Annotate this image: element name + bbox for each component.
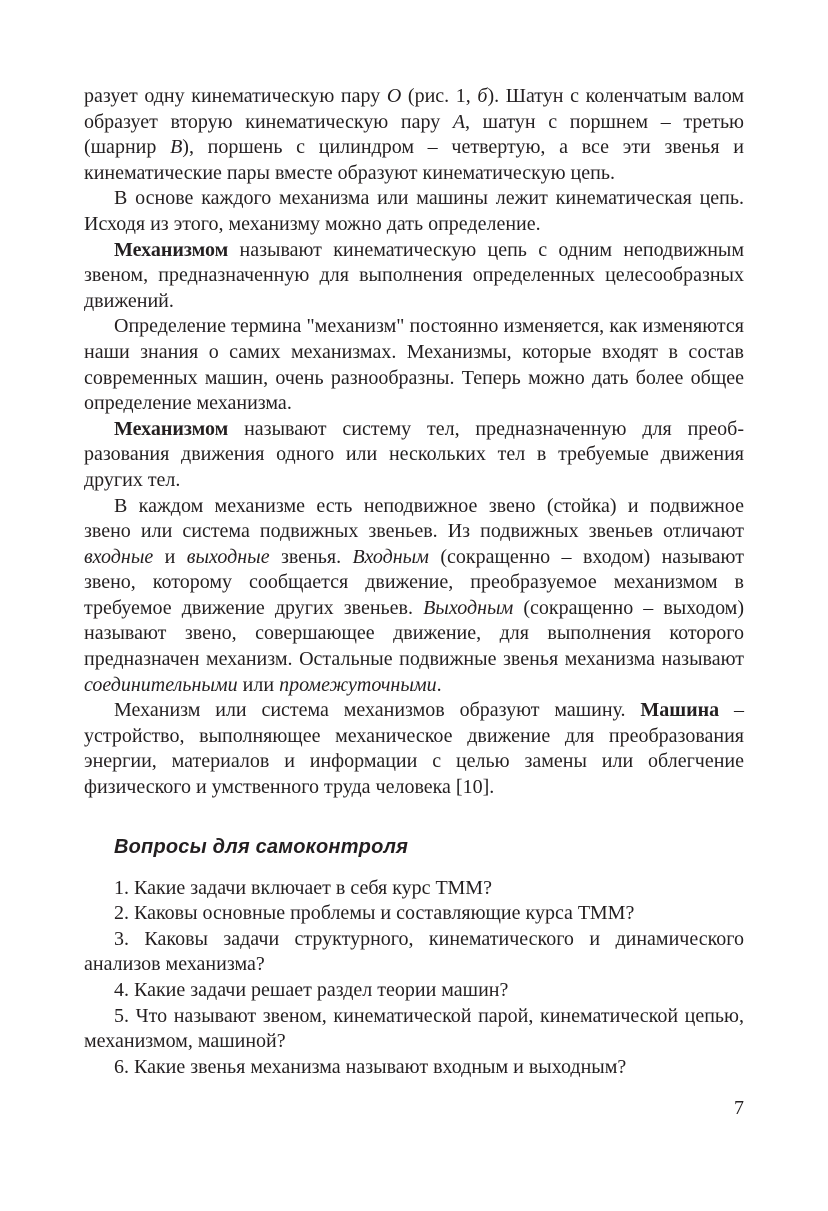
text-run: , шатун с поршнем – третью (шарнир [84, 110, 745, 159]
question-item: 5. Что называют звеном, кинематической парой, кинематической цепью, механизмом, машиной? [84, 1004, 744, 1053]
question-item: 1. Какие задачи включает в себя курс ТММ? [114, 876, 492, 899]
text-run: ), поршень с цилиндром – четвертую, а все эти звенья и кинематические пары вместе образуют кинематическую цепь. [84, 136, 745, 184]
term-bold: Механизмом [114, 417, 229, 440]
text-run: . [436, 673, 442, 696]
definition-text: называют систему тел, предназначенную для преобразования движения одного или нескольких тел в требуемые движения других тел. [84, 417, 744, 491]
text-run: Механизм или система механизмов образуют машину. [114, 699, 641, 722]
italic-term: соединительными [84, 673, 238, 696]
paragraph-mechanism-definition-1 [84, 238, 744, 315]
italic-symbol-o: O [386, 85, 402, 107]
text-run: (рис. 1, [401, 85, 478, 107]
text-run: или [237, 673, 280, 696]
text-run: ). Шатун с коленчатым валом образует вторую кинематическую пару [84, 85, 744, 133]
italic-term: выходные [186, 545, 270, 568]
text-run: – устройство, выполняющее механическое движение для преобразования энергии, материалов и информации с целью замены или облегчение физического и умственного труда человека [10]. [84, 699, 744, 799]
text-run: звенья. [269, 545, 353, 568]
paragraph-term-changes: Определение термина "механизм" постоянно изменяется, как изменяются наши знания о самих механизмах. Механизмы, которые входят в состав современных машин, очень разнообразны. Теперь можно дать более общее определение механизма. [84, 315, 744, 415]
text-run: (сокращенно – входом) называют звено, которому сообщается движение, преобразуемое механизмом в требуемое движение других звеньев. [84, 545, 744, 619]
term-bold: Машина [640, 699, 720, 722]
page-number: 7 [734, 1097, 744, 1119]
italic-symbol-a: A [452, 110, 466, 133]
text-run: и [153, 545, 187, 568]
paragraph-continuation [84, 84, 744, 186]
paragraph-machine-definition [84, 698, 744, 800]
question-item: 3. Каковы задачи структурного, кинематического и динамического анализов механизма? [84, 927, 744, 976]
definition-text: называют кинематическую цепь с одним неподвижным звеном, предназначенную для выполнения определенных целесообразных движений. [84, 238, 744, 312]
question-item: 4. Какие задачи решает раздел теории машин? [114, 979, 509, 1001]
questions-list [84, 876, 744, 1081]
italic-term: промежуточными [279, 673, 437, 696]
paragraph-mechanism-definition-2 [84, 417, 744, 494]
text-run: (сокращенно – выходом) называют звено, совершающее движение, для выполнения которого предназначен механизм. Остальные подвижные звенья механизма называют [84, 596, 745, 671]
section-heading: Вопросы для самоконтроля [114, 835, 409, 858]
paragraph-links [84, 494, 744, 699]
text-run: В каждом механизме есть неподвижное звено (стойка) и подвижное звено или система подвижных звеньев. Из подвижных звеньев отличают [84, 494, 744, 543]
paragraph-kinematic-chain: В основе каждого механизма или машины лежит кинематическая цепь. Исходя из этого, механизму можно дать определение. [84, 187, 744, 235]
term-bold: Механизмом [114, 238, 229, 261]
italic-figure-letter: б [477, 85, 488, 107]
italic-term: входные [84, 545, 154, 568]
question-item: 2. Каковы основные проблемы и составляющие курса ТММ? [114, 902, 635, 925]
italic-term: Выходным [423, 596, 514, 619]
italic-symbol-b: B [170, 136, 183, 159]
text-run: разует одну кинематическую пару [84, 85, 387, 107]
question-item: 6. Какие звенья механизма называют входным и выходным? [114, 1055, 627, 1078]
italic-term: Входным [352, 545, 429, 568]
